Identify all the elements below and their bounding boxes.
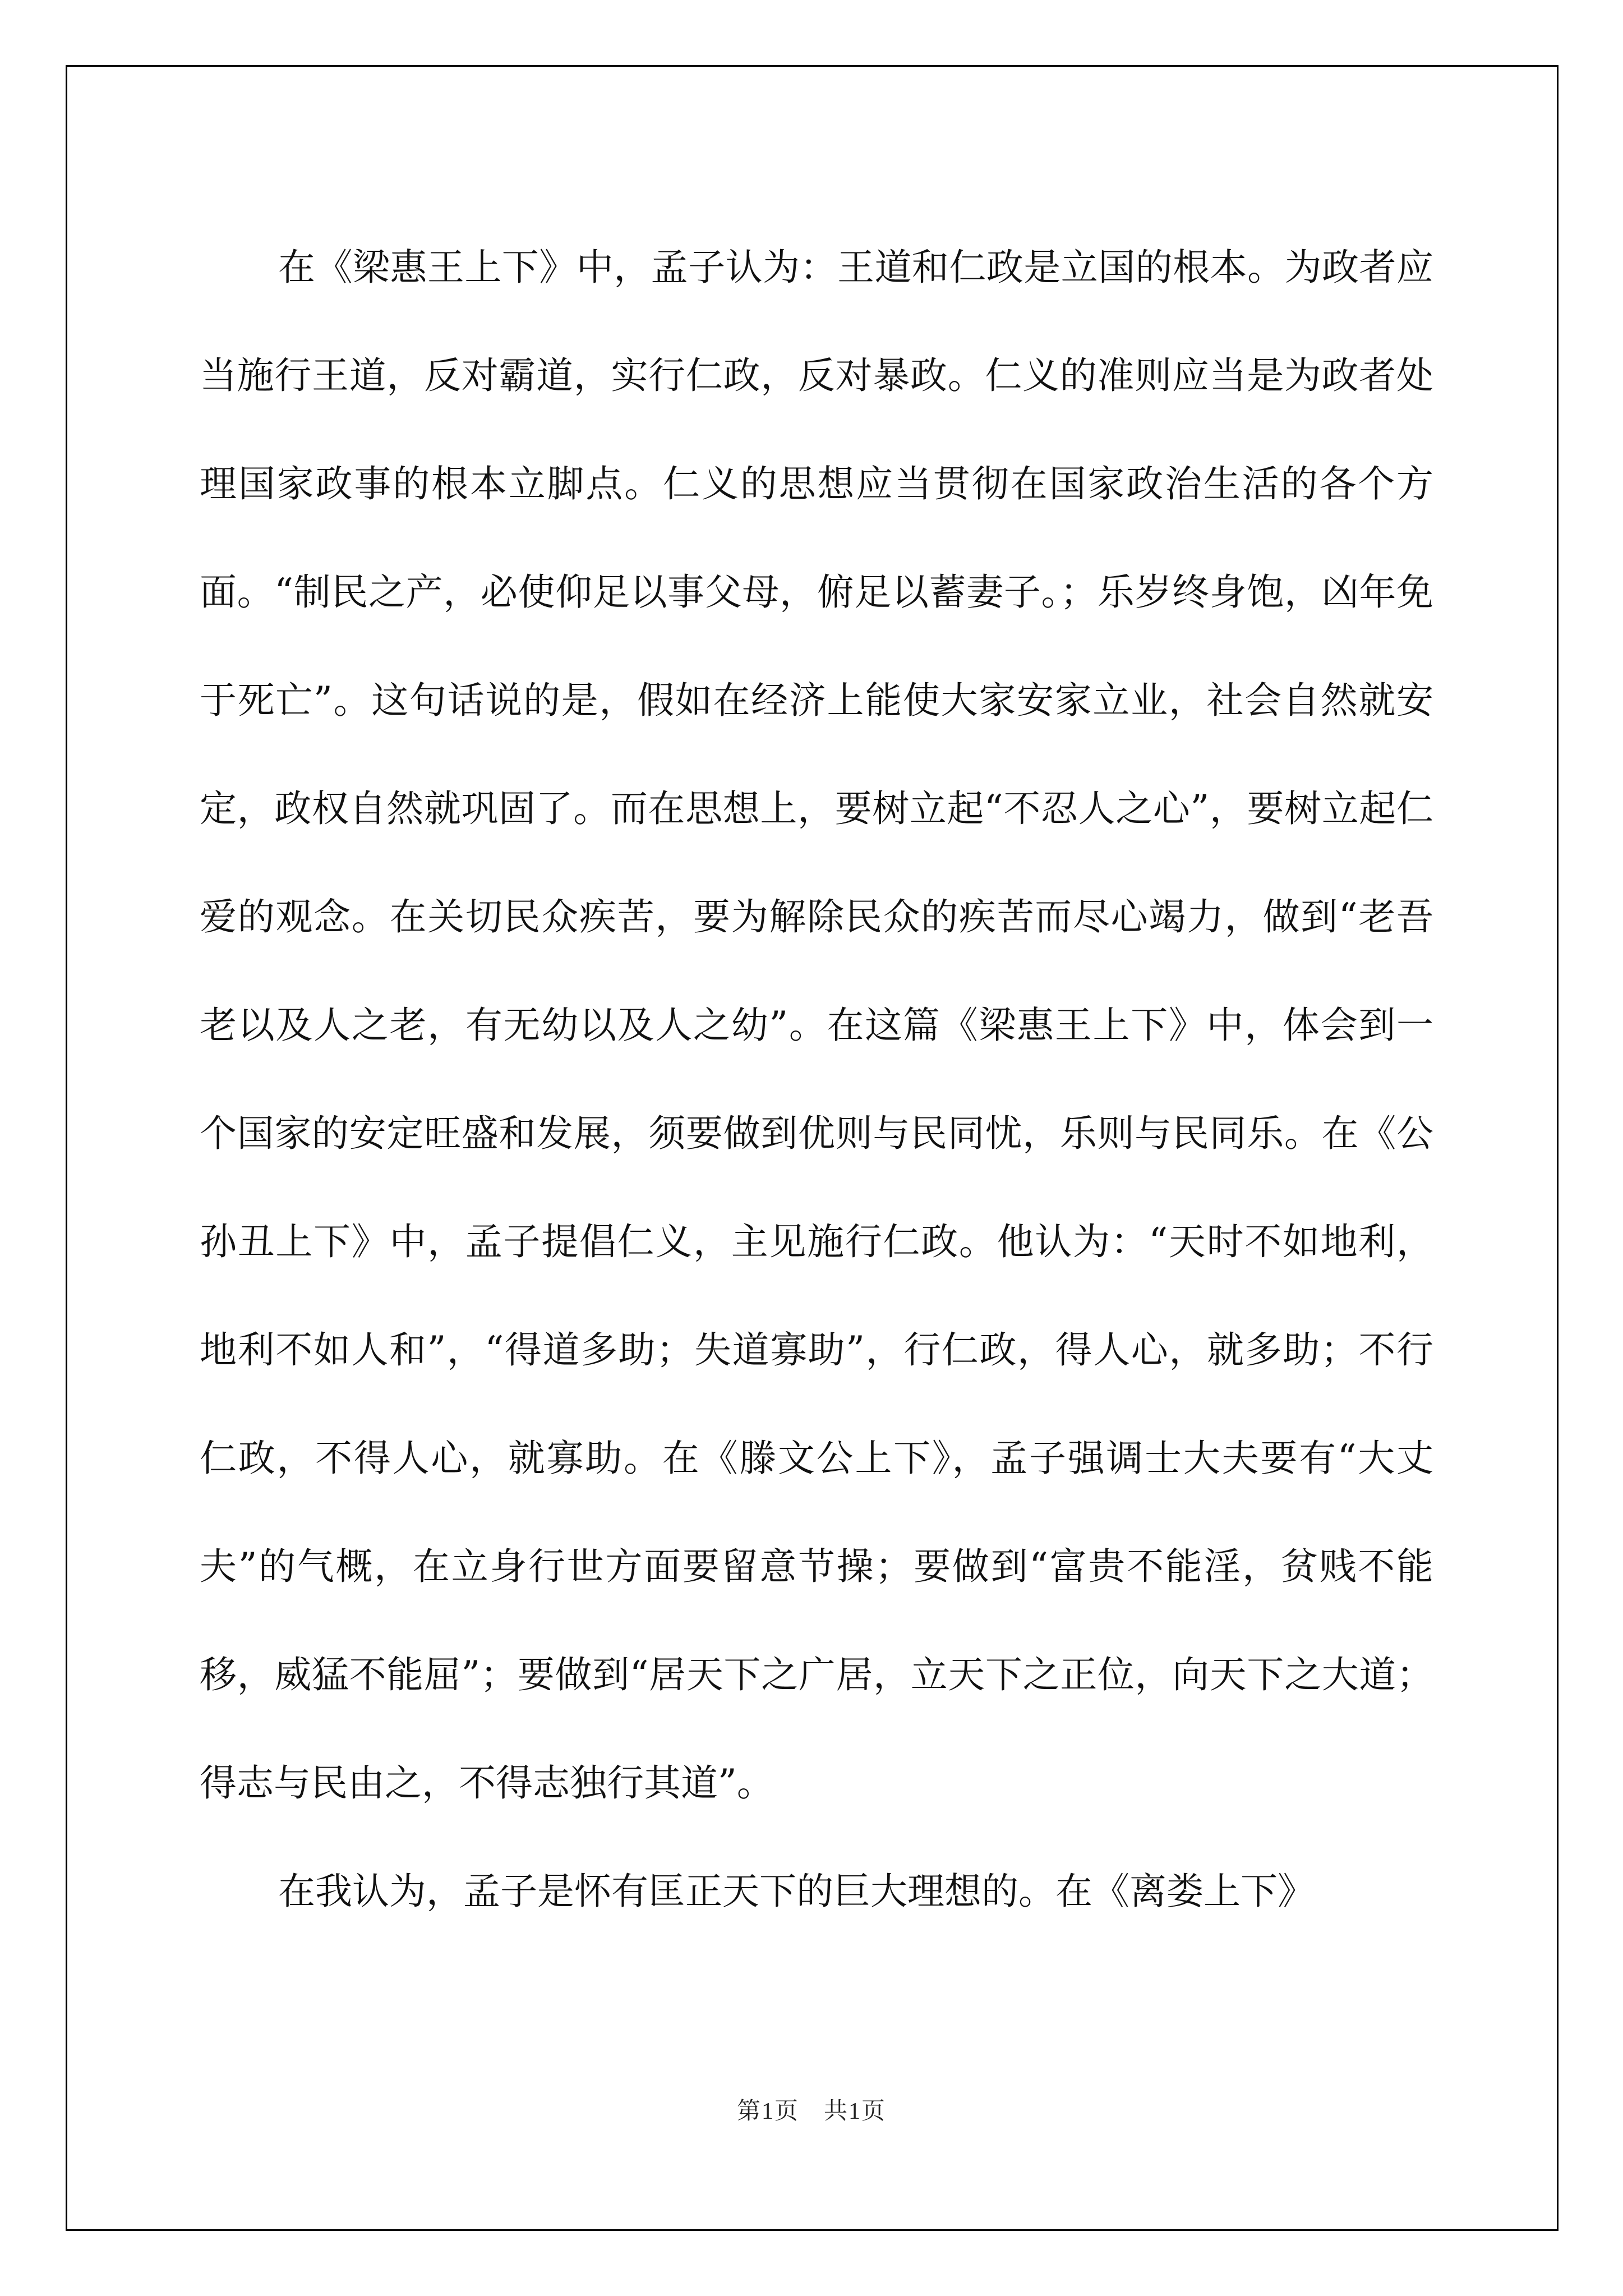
paragraph-2: 在我认为，孟子是怀有匡正天下的巨大理想的。在《离娄上下》	[278, 1870, 1315, 1913]
document-body	[200, 213, 1433, 1945]
page-number-footer: 第1页 共1页	[736, 2099, 886, 2124]
paragraph-1: 在《梁惠王上下》中，孟子认为：王道和仁政是立国的根本。为政者应当施行王道，反对霸道，实行仁政，反对暴政。仁义的准则应当是为政者处理国家政事的根本立脚点。仁义的思想应当贯彻在国家政治生活的各个方面。“制民之产，必使仰足以事父母，俯足以蓄妻子。；乐岁终身饱，凶年免于死亡”。这句话说的是，假如在经济上能使大家安家立业，社会自然就安定，政权自然就巩固了。而在思想上，要树立起“不忍人之心”，要树立起仁爱的观念。在关切民众疾苦，要为解除民众的疾苦而尽心竭力，做到“老吾老以及人之老，有无幼以及人之幼”。在这篇《梁惠王上下》中，体会到一个国家的安定旺盛和发展，须要做到优则与民同忧，乐则与民同乐。在《公孙丑上下》中，孟子提倡仁义，主见施行仁政。他认为：“天时不如地利，地利不如人和”，“得道多助；失道寡助”，行仁政，得人心，就多助；不行仁政，不得人心，就寡助。在《滕文公上下》，孟子强调士大夫要有“大丈夫”的气概，在立身行世方面要留意节操；要做到“富贵不能淫，贫贱不能移，威猛不能屈”；要做到“居天下之广居，立天下之正位，向天下之大道；得志与民由之，不得志独行其道”。	[200, 246, 1433, 1805]
